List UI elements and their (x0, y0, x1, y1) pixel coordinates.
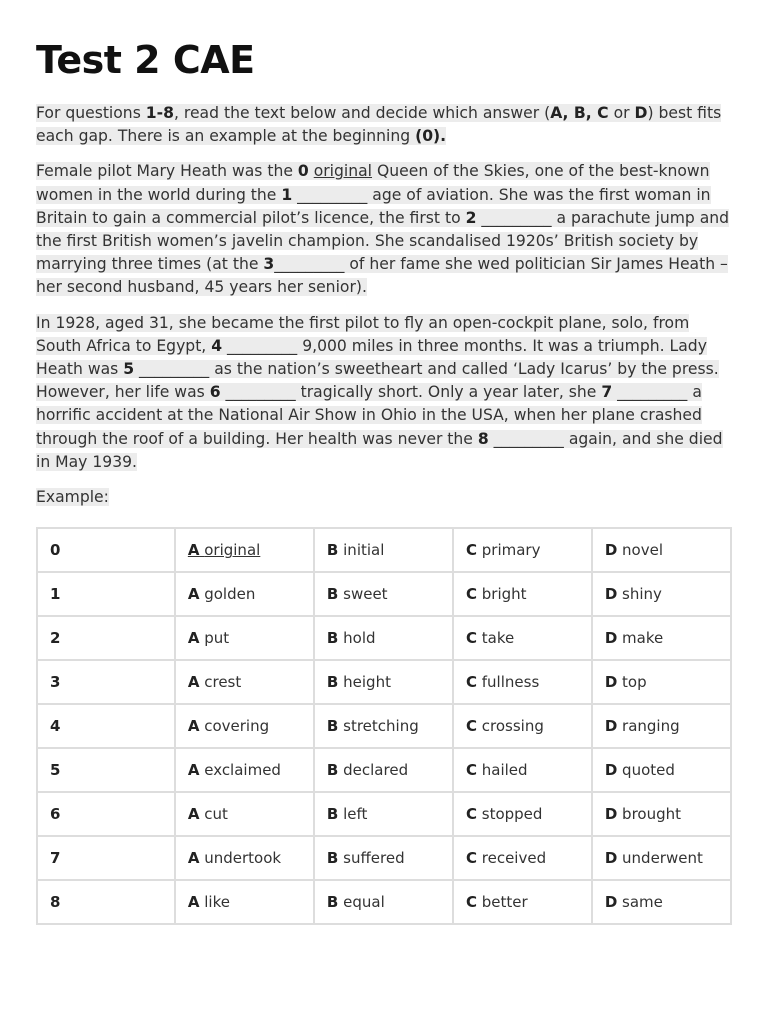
option-letter: D (604, 849, 618, 868)
option-letter: C (465, 673, 477, 692)
gap-blank-7: _________ (612, 383, 693, 402)
option-letter: D (604, 585, 618, 604)
option-word: make (622, 629, 664, 648)
option-word: cut (204, 805, 228, 824)
question-number: 4 (37, 704, 175, 748)
gap-blank-5: _________ (134, 360, 215, 379)
option-letter: D (604, 541, 618, 560)
option-word: put (204, 629, 230, 648)
gap-number-5: 5 (123, 360, 135, 379)
instructions-text: , read the text below and decide which answer ( (173, 104, 551, 122)
passage-paragraph-2 (36, 312, 736, 474)
page-title: Test 2 CAE (36, 38, 255, 82)
passage-text: tragically short. Only a year later, she (300, 383, 602, 402)
option-d-cell (592, 572, 731, 616)
option-letter: D (604, 761, 618, 780)
option-c-cell (453, 616, 592, 660)
option-letter: B (326, 541, 339, 560)
gap-number-2: 2 (465, 208, 477, 227)
option-letter: B (326, 805, 339, 824)
option-letter: C (465, 893, 477, 912)
passage-paragraph-1 (36, 160, 736, 299)
option-letter: D (604, 805, 618, 824)
option-word: sweet (343, 585, 388, 604)
option-letter: B (326, 849, 339, 868)
option-letter: A (187, 629, 200, 648)
gap-number-0: 0 (297, 162, 309, 181)
gap-number-6: 6 (209, 383, 221, 402)
option-word: original (204, 541, 261, 560)
option-word: underwent (622, 849, 703, 868)
option-b-cell (314, 880, 453, 924)
option-letter: C (465, 717, 477, 736)
option-row (37, 616, 731, 660)
option-word: same (622, 893, 663, 912)
question-number: 0 (37, 528, 175, 572)
option-word: exclaimed (204, 761, 281, 780)
option-c-cell (453, 880, 592, 924)
option-c-cell (453, 748, 592, 792)
passage-text: Queen of the Skies, one of the best-known women in the world during the (36, 162, 710, 204)
passage-text: age of aviation. She was the first woman in Britain to gain a commercial pilot’s licence, the first to (36, 185, 711, 227)
option-word: height (343, 673, 391, 692)
option-letter: A (187, 585, 200, 604)
option-word: stopped (481, 805, 543, 824)
option-row (37, 704, 731, 748)
option-row (37, 836, 731, 880)
option-c-cell (453, 572, 592, 616)
question-number: 8 (37, 880, 175, 924)
option-word: ranging (622, 717, 680, 736)
question-number: 6 (37, 792, 175, 836)
answer-letter-d: D (634, 104, 648, 122)
option-d-cell (592, 616, 731, 660)
passage-text: again, and she died in May 1939. (36, 429, 723, 471)
option-word: hailed (481, 761, 528, 780)
option-letter: B (326, 717, 339, 736)
option-d-cell (592, 880, 731, 924)
option-c-cell (453, 836, 592, 880)
option-letter: B (326, 585, 339, 604)
option-letter: C (465, 585, 477, 604)
option-letter: A (187, 893, 200, 912)
gap-number-7: 7 (601, 383, 613, 402)
option-letter: B (326, 761, 339, 780)
option-letter: A (187, 717, 200, 736)
option-a-cell (175, 836, 314, 880)
option-row (37, 572, 731, 616)
option-b-cell (314, 836, 453, 880)
gap-blank-2: _________ (476, 208, 557, 227)
example-reference: (0). (415, 127, 447, 146)
option-letter: C (465, 761, 477, 780)
answer-letters: A, B, C (550, 104, 609, 122)
option-letter: D (604, 673, 618, 692)
question-number: 2 (37, 616, 175, 660)
option-letter: C (465, 849, 477, 868)
option-letter: B (326, 893, 339, 912)
gap-number-3: 3 (263, 255, 275, 274)
option-b-cell (314, 748, 453, 792)
passage-text: as the nation’s sweetheart and called ‘Lady Icarus’ by the press. However, her life was (36, 360, 719, 402)
option-word: golden (204, 585, 256, 604)
option-row (37, 792, 731, 836)
gap-blank-1: _________ (292, 185, 373, 204)
option-word: received (481, 849, 547, 868)
option-a-cell (175, 616, 314, 660)
option-letter: D (604, 893, 618, 912)
gap-number-4: 4 (211, 336, 223, 355)
option-c-cell (453, 792, 592, 836)
question-number: 1 (37, 572, 175, 616)
option-word: stretching (343, 717, 419, 736)
option-word: like (204, 893, 230, 912)
option-b-cell (314, 528, 453, 572)
option-a-cell (175, 748, 314, 792)
option-a-cell (175, 572, 314, 616)
option-word: bright (481, 585, 527, 604)
instructions-text: ) best fits each gap. There is an example at the beginning (36, 104, 722, 146)
option-word: suffered (343, 849, 405, 868)
gap-blank-3: _________ (274, 255, 350, 274)
passage-text: a parachute jump and the first British women’s javelin champion. She scandalised 1920s’ British society by marrying three times (at the (36, 208, 730, 274)
option-word: undertook (204, 849, 282, 868)
option-letter: A (187, 849, 200, 868)
option-row (37, 748, 731, 792)
option-letter: B (326, 629, 339, 648)
option-letter: A (187, 673, 200, 692)
option-a-cell (175, 660, 314, 704)
option-word: take (481, 629, 515, 648)
option-word: better (481, 893, 528, 912)
option-a-cell (175, 880, 314, 924)
option-word: shiny (622, 585, 662, 604)
gap-blank-4: _________ (222, 336, 303, 355)
option-word: top (622, 673, 647, 692)
option-word: declared (343, 761, 409, 780)
option-a-cell (175, 792, 314, 836)
passage-text: of her fame she wed politician Sir James Heath – her second husband, 45 years her senior). (36, 255, 728, 297)
question-number: 5 (37, 748, 175, 792)
option-word: brought (622, 805, 681, 824)
option-a-cell (175, 528, 314, 572)
option-letter: D (604, 629, 618, 648)
option-letter: C (465, 629, 477, 648)
option-word: primary (481, 541, 541, 560)
option-row (37, 528, 731, 572)
option-letter: A (187, 761, 200, 780)
option-b-cell (314, 792, 453, 836)
example-label (36, 486, 736, 509)
option-letter: D (604, 717, 618, 736)
question-number: 3 (37, 660, 175, 704)
gap-blank-6: _________ (220, 383, 301, 402)
option-d-cell (592, 836, 731, 880)
example-correct-option (188, 541, 260, 559)
option-letter: C (465, 541, 477, 560)
option-d-cell (592, 748, 731, 792)
option-word: covering (204, 717, 270, 736)
passage-text: 9,000 miles in three months. It was a triumph. Lady Heath was (36, 336, 707, 379)
option-c-cell (453, 660, 592, 704)
option-b-cell (314, 660, 453, 704)
option-row (37, 660, 731, 704)
option-b-cell (314, 704, 453, 748)
option-word: left (343, 805, 368, 824)
option-b-cell (314, 616, 453, 660)
option-a-cell (175, 704, 314, 748)
option-word: initial (343, 541, 385, 560)
question-number: 7 (37, 836, 175, 880)
option-letter: B (326, 673, 339, 692)
option-d-cell (592, 792, 731, 836)
option-d-cell (592, 528, 731, 572)
question-range: 1-8 (145, 104, 174, 122)
option-letter: A (187, 805, 200, 824)
option-word: novel (622, 541, 664, 560)
example-answer: original (313, 162, 373, 181)
gap-number-8: 8 (477, 429, 489, 448)
option-b-cell (314, 572, 453, 616)
option-word: equal (343, 893, 385, 912)
option-word: fullness (481, 673, 540, 692)
option-d-cell (592, 704, 731, 748)
passage-text: In 1928, aged 31, she became the first pilot to fly an open-cockpit plane, solo, from South Africa to Egypt, (36, 313, 690, 355)
option-word: crest (204, 673, 242, 692)
gap-blank-8: _________ (488, 429, 569, 448)
option-letter: A (187, 541, 200, 560)
option-c-cell (453, 528, 592, 572)
option-word: quoted (622, 761, 675, 780)
passage-text: Female pilot Mary Heath was the (36, 162, 298, 181)
option-word: crossing (481, 717, 544, 736)
instructions-text: For questions (36, 104, 146, 122)
answer-options-table (36, 527, 732, 925)
option-row (37, 880, 731, 924)
option-letter: C (465, 805, 477, 824)
option-c-cell (453, 704, 592, 748)
gap-number-1: 1 (281, 185, 293, 204)
option-d-cell (592, 660, 731, 704)
example-label-text: Example: (36, 488, 109, 507)
passage-text: a horrific accident at the National Air Show in Ohio in the USA, when her plane crashed through the roof of a building. Her health was never the (36, 383, 702, 448)
option-word: hold (343, 629, 376, 648)
instructions-text: or (608, 104, 635, 122)
instructions (36, 102, 736, 148)
